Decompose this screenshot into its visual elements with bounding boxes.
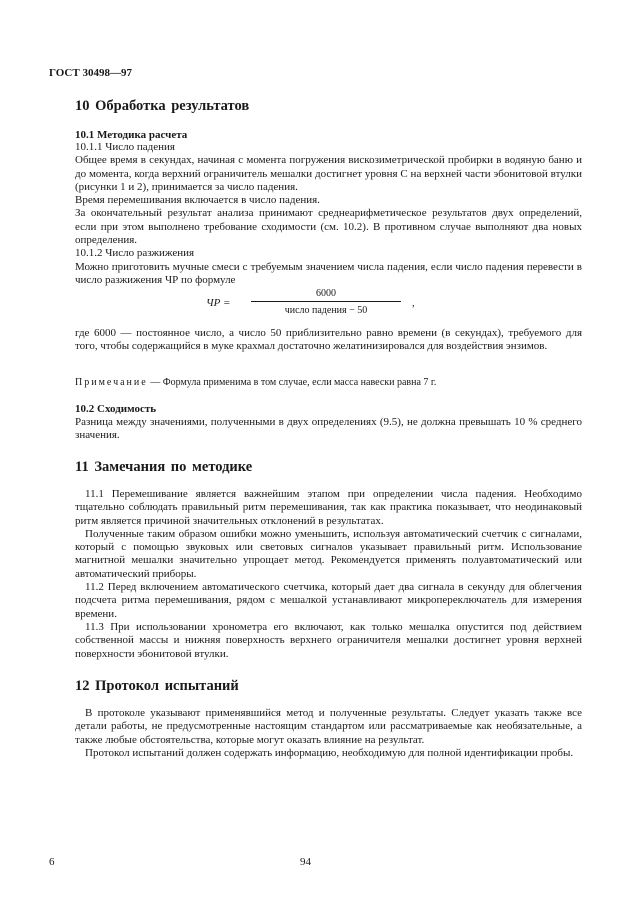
formula-fraction bbox=[251, 287, 401, 317]
section-10-1-body bbox=[75, 141, 582, 287]
paragraph: 10.1.1 Число падения bbox=[75, 141, 175, 153]
paragraph: 11.3 При использовании хронометра его включают, как только мешалка опустится под действием собственной массы и нижняя поверхность верхнего ограничителя мешалки достигнет уровня верхней поверхности эбонитовой втулки. bbox=[75, 620, 582, 660]
section-12-title: 12 Протокол испытаний bbox=[75, 678, 239, 694]
section-11-title: 11 Замечания по методике bbox=[75, 459, 253, 475]
paragraph: За окончательный результат анализа принимают среднеарифметическое результатов двух определений, если при этом выполнено требование сходимости (см. 10.2). В противном случае выполняют два новых определения. bbox=[75, 207, 582, 247]
fraction-bar bbox=[251, 301, 401, 302]
paragraph: где 6000 — постоянное число, а число 50 приблизительно равно времени (в секундах), требуемого для того, чтобы содержащийся в муке крахмал достаточно желатинизировался для воздействия энзимов. bbox=[75, 327, 582, 353]
subsection-10-2-title: 10.2 Сходимость bbox=[75, 403, 157, 415]
paragraph: Можно приготовить мучные смеси с требуемым значением числа падения, если число падения перевести в число разжижения ЧР по формуле bbox=[75, 260, 582, 286]
section-12-body bbox=[75, 707, 582, 760]
formula-comma: , bbox=[412, 297, 415, 309]
paragraph: Разница между значениями, полученными в двух определениях (9.5), не должна превышать 10 % среднего значения. bbox=[75, 416, 582, 442]
paragraph: 10.1.2 Число разжижения bbox=[75, 247, 195, 260]
formula-explanation bbox=[75, 327, 582, 354]
document-header: ГОСТ 30498—97 bbox=[49, 67, 132, 79]
subsection-10-1-title: 10.1 Методика расчета bbox=[75, 129, 188, 141]
page-number-left: 6 bbox=[49, 856, 55, 868]
formula-lhs: ЧР = bbox=[206, 297, 231, 309]
page-number-center: 94 bbox=[300, 856, 311, 868]
formula-numerator: 6000 bbox=[316, 288, 336, 299]
paragraph: В протоколе указывают применявшийся метод и полученные результаты. Следует указать также все детали работы, не предусмотренные настоящим стандартом или рассматриваемые как необязательные, а также любые обстоятельства, которые могут оказать влияние на результат. bbox=[75, 707, 582, 746]
paragraph: Полученные таким образом ошибки можно уменьшить, используя автоматический счетчик с сигналами, который с помощью звуковых или световых сигналов указывает правильный ритм. Использование магнитной мешалки значительно упрощает метод. Рекомендуется применять полуавтоматический или автоматический приборы. bbox=[75, 527, 582, 580]
section-11-body bbox=[75, 488, 582, 661]
formula-denominator: число падения − 50 bbox=[284, 305, 368, 316]
paragraph: Время перемешивания включается в число падения. bbox=[75, 194, 320, 207]
note-label: Примечание bbox=[75, 377, 148, 388]
paragraph: 11.2 Перед включением автоматического счетчика, который дает два сигнала в секунду для облегчения подсчета ритма перемешивания, рядом с мешалкой устанавливают микропереключатель для измерения времени. bbox=[75, 581, 582, 620]
paragraph: 11.1 Перемешивание является важнейшим этапом при определении числа падения. Необходимо тщательно соблюдать правильный ритм перемешивания, так как практика показывает, что неодинаковый ритм является причиной значительных отклонений в результатах. bbox=[75, 488, 582, 527]
formula-cr bbox=[206, 287, 426, 321]
note-text: — Формула применима в том случае, если масса навески равна 7 г. bbox=[147, 377, 437, 388]
section-10-2-body bbox=[75, 416, 582, 443]
note bbox=[75, 377, 436, 388]
section-10-title: 10 Обработка результатов bbox=[75, 98, 250, 114]
paragraph: Протокол испытаний должен содержать информацию, необходимую для полной идентификации пробы. bbox=[85, 746, 574, 759]
paragraph: Общее время в секундах, начиная с момента погружения вискозиметрической пробирки в водяную баню и до момента, когда верхний ограничитель мешалки достигнет уровня С на верхней части эбонитовой втулки (рисунки 1 и 2), принимается за число падения. bbox=[75, 154, 582, 193]
